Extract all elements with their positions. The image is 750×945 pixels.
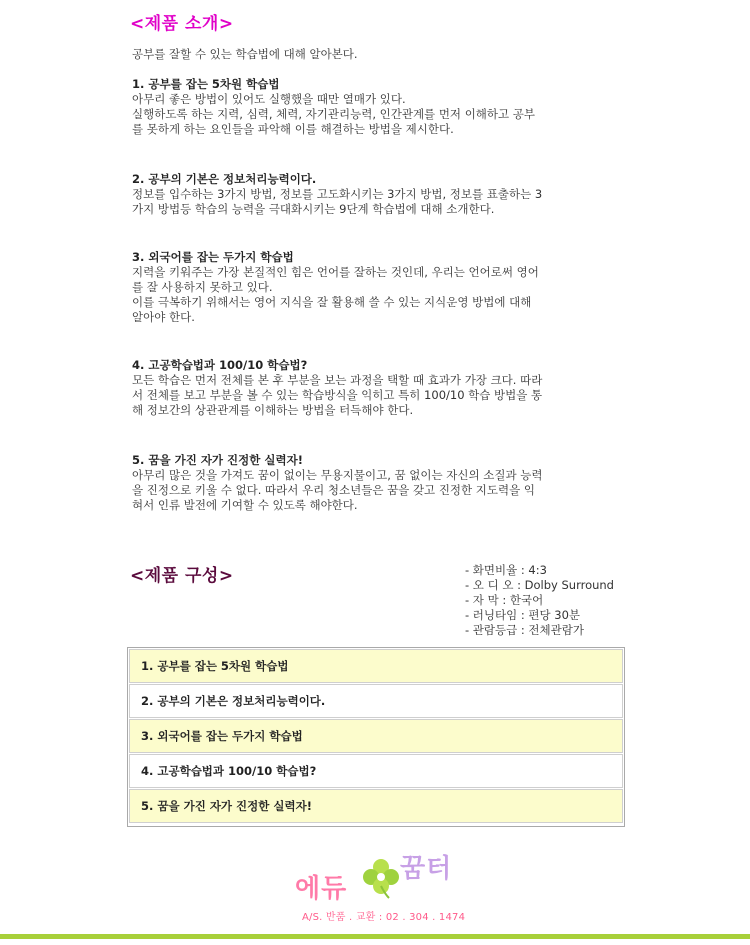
item-line: 혀서 인류 발전에 기여할 수 있도록 해야한다.	[132, 498, 358, 512]
item-body	[132, 265, 607, 325]
intro-lead: 공부를 잘할 수 있는 학습법에 대해 알아본다.	[132, 47, 358, 61]
intro-item	[132, 453, 607, 513]
item-heading: 4. 고공학습법과 100/10 학습법?	[132, 358, 308, 372]
intro-item	[132, 358, 607, 418]
item-line: 을 진정으로 키울 수 없다. 따라서 우리 청소년들은 꿈을 갖고 진정한 지도력을 익	[132, 483, 536, 497]
contents-row: 2. 공부의 기본은 정보처리능력이다.	[129, 684, 623, 718]
spec-item: - 러닝타임 : 편당 30분	[465, 608, 581, 622]
logo-text-right: 꿈터	[400, 854, 453, 884]
clover-icon	[359, 856, 403, 900]
item-line: 모든 학습은 먼저 전체를 본 후 부분을 보는 과정을 택할 때 효과가 가장 크다. 따라	[132, 373, 543, 387]
contents-row: 3. 외국어를 잡는 두가지 학습법	[129, 719, 623, 753]
item-line: 가지 방법등 학습의 능력을 극대화시키는 9단계 학습법에 대해 소개한다.	[132, 202, 495, 216]
item-body	[132, 187, 607, 217]
item-body	[132, 373, 607, 418]
contents-row: 4. 고공학습법과 100/10 학습법?	[129, 754, 623, 788]
item-line: 를 못하게 하는 요인들을 파악해 이를 해결하는 방법을 제시한다.	[132, 122, 454, 136]
item-line: 해 정보간의 상관관계를 이해하는 방법을 터득해야 한다.	[132, 403, 414, 417]
item-heading: 1. 공부를 잡는 5차원 학습법	[132, 77, 280, 91]
bottom-bar	[0, 934, 750, 939]
compose-title: <제품 구성>	[130, 566, 234, 586]
contents-table	[127, 647, 625, 827]
item-body	[132, 468, 607, 513]
item-body	[132, 92, 607, 137]
item-heading: 5. 꿈을 가진 자가 진정한 실력자!	[132, 453, 303, 467]
contents-row: 1. 공부를 잡는 5차원 학습법	[129, 649, 623, 683]
item-line: 이를 극복하기 위해서는 영어 지식을 잘 활용해 쓸 수 있는 지식운영 방법에 대해	[132, 295, 532, 309]
spec-item: - 화면비율 : 4:3	[465, 563, 547, 577]
item-line: 를 잘 사용하지 못하고 있다.	[132, 280, 273, 294]
spec-item: - 자 막 : 한국어	[465, 593, 544, 607]
item-line: 정보를 입수하는 3가지 방법, 정보를 고도화시키는 3가지 방법, 정보를 표출하는 3	[132, 187, 543, 201]
logo-text-left: 에듀	[295, 874, 348, 904]
item-line: 알아야 한다.	[132, 310, 195, 324]
contents-row: 5. 꿈을 가진 자가 진정한 실력자!	[129, 789, 623, 823]
spec-item: - 관람등급 : 전체관람가	[465, 623, 584, 637]
intro-item	[132, 172, 607, 217]
item-line: 아무리 좋은 방법이 있어도 실행했을 때만 열매가 있다.	[132, 92, 406, 106]
item-line: 서 전체를 보고 부분을 볼 수 있는 학습방식을 익히고 특히 100/10 학습 방법을 통	[132, 388, 543, 402]
intro-item	[132, 250, 607, 325]
as-contact: A/S. 반품 . 교환 : 02 . 304 . 1474	[302, 912, 466, 923]
intro-item	[132, 77, 607, 137]
item-line: 지력을 키워주는 가장 본질적인 힘은 언어를 잘하는 것인데, 우리는 언어로써 영어	[132, 265, 539, 279]
intro-title: <제품 소개>	[130, 14, 234, 34]
spec-item: - 오 디 오 : Dolby Surround	[465, 578, 614, 592]
item-line: 실행하도록 하는 지력, 심력, 체력, 자기관리능력, 인간관계를 먼저 이해하고 공부	[132, 107, 536, 121]
spec-list	[465, 563, 614, 638]
item-heading: 3. 외국어를 잡는 두가지 학습법	[132, 250, 294, 264]
item-heading: 2. 공부의 기본은 정보처리능력이다.	[132, 172, 317, 186]
item-line: 아무리 많은 것을 가져도 꿈이 없이는 무용지물이고, 꿈 없이는 자신의 소질과 능력	[132, 468, 543, 482]
